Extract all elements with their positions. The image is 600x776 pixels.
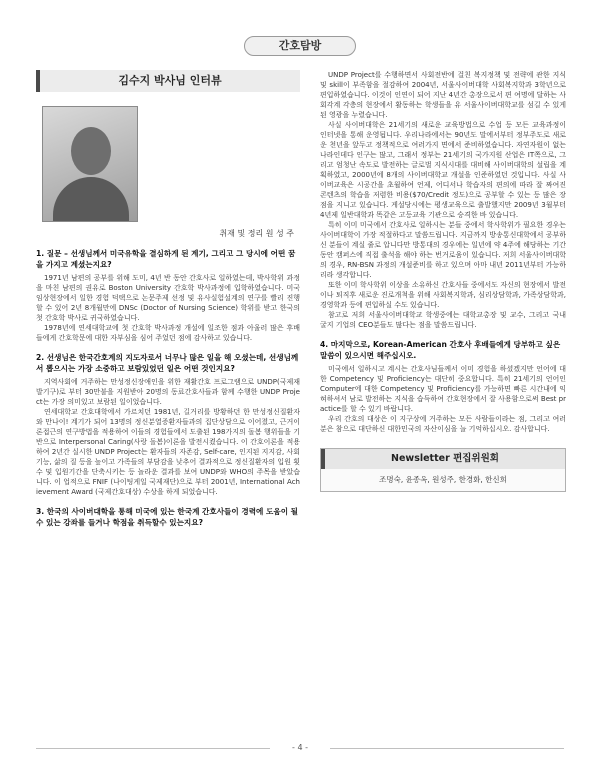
answer-3-para-2: 사실 사이버대학은 21세기의 새로운 교육방법으로 수업 등 모든 교육과정이 인터넷을 통해 운영됩니다. 우리나라에서는 90년도 말에서부터 정부주도로 새로운 천년을 앞두고 정책적으로 여러가지 면에서 준비하였습니다. 자연자원이 없는나라인데다 인구는 많고, 그래서 정부는 21세기의 국가지원 산업은 IT쪽으로, 그리고 엄청난 속도로 발전하는 글로벌 지식시대를 대비해 사이버대학의 설립을 계획하였고, 2000년에 8개의 사이버대학교 개설을 인준하였던 것입니다. 사실 사이버교육은 시공간을 초월하여 언제, 어디서나 학습자의 편의에 따라 잘 짜여진 콘텐츠의 학습을 저렴한 비용($70/Credit 정도)으로 공부할 수 있는 등 많은 장점을 지니고 있습니다. 게설당시에는 평생교육으로 출발했지만 2009년 3월부터 4년제 일반대학과 똑같은 고등교육 기관으로 승격한 바 있습니다. bbox=[320, 121, 566, 219]
article-title: 김수지 박사님 인터뷰 bbox=[36, 70, 300, 92]
question-2: 2. 선생님은 한국간호계의 지도자로서 너무나 많은 일을 해 오셨는데, 선생님께서 뽑으시는 가장 소중하고 보람있었던 일은 어떤 것인지요? bbox=[36, 353, 299, 373]
answer-1-para-1: 1971년 남편의 공부를 위해 도미, 4년 반 동안 간호사로 일하였는데, 박사학위 과정을 마친 남편의 권유로 Boston University 간호학 박사과정에 입학하였습니다. 미국임상현장에서 일한 경험 덕택으로 논문주제 선정 및 유사실험설계의 연구를 빨리 진행할 수 있어 2년 8개월만에 DNSc (Doctor of Nursing Science) 학위를 받고 한국의 첫 간호학 박사로 귀국하였습니다. bbox=[36, 274, 300, 322]
right-column bbox=[320, 70, 566, 730]
page-number: - 4 - bbox=[270, 741, 330, 755]
newsletter-committee-box bbox=[320, 448, 566, 492]
question-4: 4. 마지막으로, Korean-American 간호사 후배들에게 당부하고 싶은 말씀이 있으시면 해주십시오. bbox=[320, 340, 561, 360]
answer-1-para-2: 1978년에 연세대학교에 첫 간호학 박사과정 개설에 일조한 점과 아울러 많은 후배들에게 간호학문에 대한 자부심을 심어 주었던 점에 감사하고 있습니다. bbox=[36, 324, 300, 342]
newsletter-committee-title: Newsletter 편집위원회 bbox=[321, 449, 565, 469]
question-1: 1. 질문 – 선생님께서 미국유학을 결심하게 된 계기, 그리고 그 당시에 어떤 꿈을 가지고 계셨는지요? bbox=[36, 249, 296, 269]
section-tag: 간호탐방 bbox=[244, 36, 356, 56]
answer-3-para-1: UNDP Project를 수행하면서 사회전반에 걸친 복지정책 및 전략에 관한 지식 및 skill이 부족함을 절감하여 2004년, 서울사이버대학 사회복지학과 3학년으로 편입하였습니다. 이것이 인연이 되어 지난 4년간 총장으로서 편 여명에 달하는 사회각계 각층의 현장에서 활동하는 학생들을 유 서울사이버대학교를 섬길 수 있게 된 영광을 누렸습니다. bbox=[320, 71, 566, 119]
photo-body-shape bbox=[53, 177, 129, 222]
answer-3-para-5: 참고로 저희 서울사이버대학교 학생중에는 대학교총장 및 교수, 그리고 국내 굴지 기업의 CEO분들도 많다는 점을 말씀드립니다. bbox=[320, 311, 566, 329]
newsletter-committee-members: 조명숙, 윤종옥, 원성주, 한경화, 한신희 bbox=[379, 475, 507, 484]
answer-3-para-4: 또한 이미 학사학위 이상을 소유하신 간호사들 중에서도 자신의 현장에서 발전이나 퇴직후 새로운 진로개척을 위해 사회복지학과, 심리상담학과, 가족상담학과, 경영학과 등에 편입하실 수도 있습니다. bbox=[320, 281, 566, 309]
answer-2-para-1: 지역사회에 거주하는 만성정신장애인을 위한 재활간호 프로그램으로 UNDP(국제재발기구)로 부터 30만불을 지원받아 20명의 동료간호사들과 함께 수행한 UNDP Project는 가장 의미있고 보람된 일이었습니다. bbox=[36, 378, 300, 406]
answer-4-para-1: 미국에서 일하시고 계시는 간호사님들께서 이미 경험을 하셨겠지만 언어에 대한 Competency 및 Proficiency는 대단히 중요합니다. 특히 21세기의 언어인 Computer에 대한 Competency 및 Proficiency를 가능하면 빠른 시간내에 익혀하셔서 남로 발전하는 지식을 습득하여 간호현장에서 잘 사용함으로써 Best practice를 할 수 있기 바랍니다. bbox=[320, 365, 566, 413]
photo-head-shape bbox=[71, 127, 111, 175]
interviewee-photo bbox=[42, 106, 138, 222]
interviewer-credit: 취재 및 정리 원 성 주 bbox=[219, 229, 294, 238]
answer-3-para-3: 특히 이미 미국에서 간호사로 일하시는 분들 중에서 학사학위가 필요한 경우는 사이버대학이 가장 적절하다고 말씀드립니다. 지금까지 방송통신대학에서 공부하신 분들이 계실 줄로 압니다만 방통대의 경우에는 일년에 약 4주에 해당하는 기간동안 캠퍼스에 직접 출석을 해야 하는 번거로움이 있습니다. 저희 서울사이버대학의 경우, RN-BSN 과정의 개설준비를 하고 있으며 아마 내년 2011년부터 가능하리라 생각합니다. bbox=[320, 221, 566, 279]
answer-2-para-2: 연세대학교 간호대학에서 가르치던 1981년, 길거리를 방황하던 한 만성정신질환자와 만나이! 계기가 되어 13명의 정신분열증환자들과의 집단상담으로 이어졌고, 근거이론접근의 연구방법을 적용하여 이들의 경험들에서 도출된 198가지의 돌봄 행위들을 기반으로 Interpersonal Caring(사랑 돌봄)이론을 발전시켰습니다. 이 간호이론을 적용하여 2년간 실시한 UNDP Project는 환자들의 자존감, Self-care, 인지된 지지감, 사회기능, 삶의 질 등을 높이고 가족들의 부담감을 낮추어 결과적으로 정신질환자의 입원 횟수 및 입원기간을 단축시키는 등 놀라운 결과를 보여 UNDP와 WHO의 주목을 받았습니다. 이 업적으로 FNIF (나이팅게일 국제재단)으로 부터 2001년, International Achievement Award (국제간호대상) 수상을 하게 되었습니다. bbox=[36, 408, 300, 496]
answer-4-para-2: 우리 간호의 대상은 이 지구상에 거주하는 모든 사람들이라는 점, 그리고 여러분은 참으로 대단하신 대한민국의 자산이심을 늘 기억하십시오. 감사합니다. bbox=[320, 415, 566, 433]
question-3: 3. 한국의 사이버대학을 통해 미국에 있는 한국계 간호사들이 경력에 도움이 될수 있는 강좌를 들거나 학점을 취득할수 있는지요? bbox=[36, 507, 299, 527]
left-column bbox=[36, 70, 300, 730]
